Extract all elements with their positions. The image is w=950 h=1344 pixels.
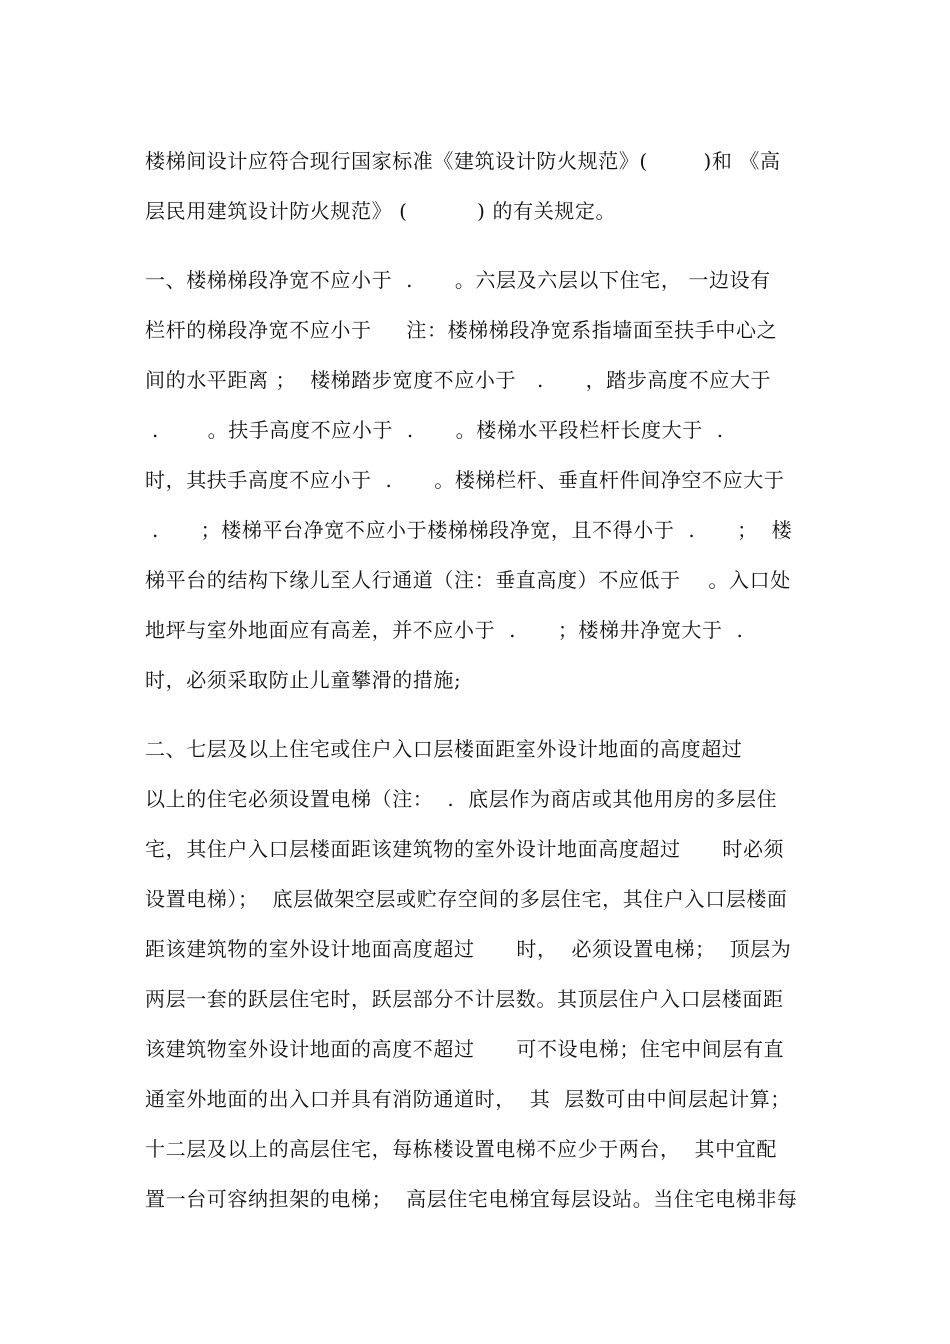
section-2-line-8: 通室外地面的出入口并具有消防通道时， 其 层数可由中间层起计算； — [145, 1087, 791, 1111]
section-2-line-3: 宅，其住户入口层楼面距该建筑物的室外设计地面高度超过 时必须 — [145, 837, 785, 861]
section-1-line-7: 梯平台的结构下缘儿至人行通道（注：垂直高度）不应低于 。入口处 — [145, 568, 791, 592]
section-2-line-7: 该建筑物室外设计地面的高度不超过 可不设电梯；住宅中间层有直 — [145, 1037, 785, 1061]
section-2-line-9: 十二层及以上的高层住宅，每栋楼设置电梯不应少于两台， 其中宜配 — [145, 1137, 777, 1161]
section-2-line-2: 以上的住宅必须设置电梯（注： . 底层作为商店或其他用房的多层住 — [145, 787, 778, 811]
section-2-line-10: 置一台可容纳担架的电梯； 高层住宅电梯宜每层设站。当住宅电梯非每 — [145, 1187, 798, 1211]
intro-line-1: 楼梯间设计应符合现行国家标准《建筑设计防火规范》( )和 《高 — [145, 149, 781, 173]
section-1-line-5: 时，其扶手高度不应小于 . 。楼梯栏杆、垂直杆件间净空不应大于 — [145, 468, 785, 492]
section-1-line-1: 一、楼梯梯段净宽不应小于 . 。六层及六层以下住宅， 一边设有 — [145, 268, 771, 292]
section-1-line-6: . ；楼梯平台净宽不应小于楼梯梯段净宽，且不得小于 . ； 楼 — [145, 518, 793, 542]
section-2-line-4: 设置电梯）； 底层做架空层或贮存空间的多层住宅，其住户入口层楼面 — [145, 887, 788, 911]
section-2-line-1: 二、七层及以上住宅或住户入口层楼面距室外设计地面的高度超过 — [145, 737, 743, 761]
section-1-line-2: 栏杆的梯段净宽不应小于 注：楼梯梯段净宽系指墙面至扶手中心之 — [145, 318, 778, 342]
section-2-line-6: 两层一套的跃层住宅时，跃层部分不计层数。其顶层住户入口层楼面距 — [145, 987, 784, 1011]
section-1-line-4: . 。扶手高度不应小于 . 。楼梯水平段栏杆长度大于 . — [145, 418, 724, 442]
intro-line-2: 层民用建筑设计防火规范》 ( ) 的有关规定。 — [145, 199, 617, 223]
section-1-line-8: 地坪与室外地面应有高差，并不应小于 . ；楼梯井净宽大于 . — [145, 618, 744, 642]
section-2-line-5: 距该建筑物的室外设计地面高度超过 时， 必须设置电梯； 顶层为 — [145, 937, 792, 961]
section-1-line-3: 间的水平距离 ； 楼梯踏步宽度不应小于 . ，踏步高度不应大于 — [145, 368, 772, 392]
section-1-line-9: 时，必须采取防止儿童攀滑的措施; — [145, 668, 462, 692]
